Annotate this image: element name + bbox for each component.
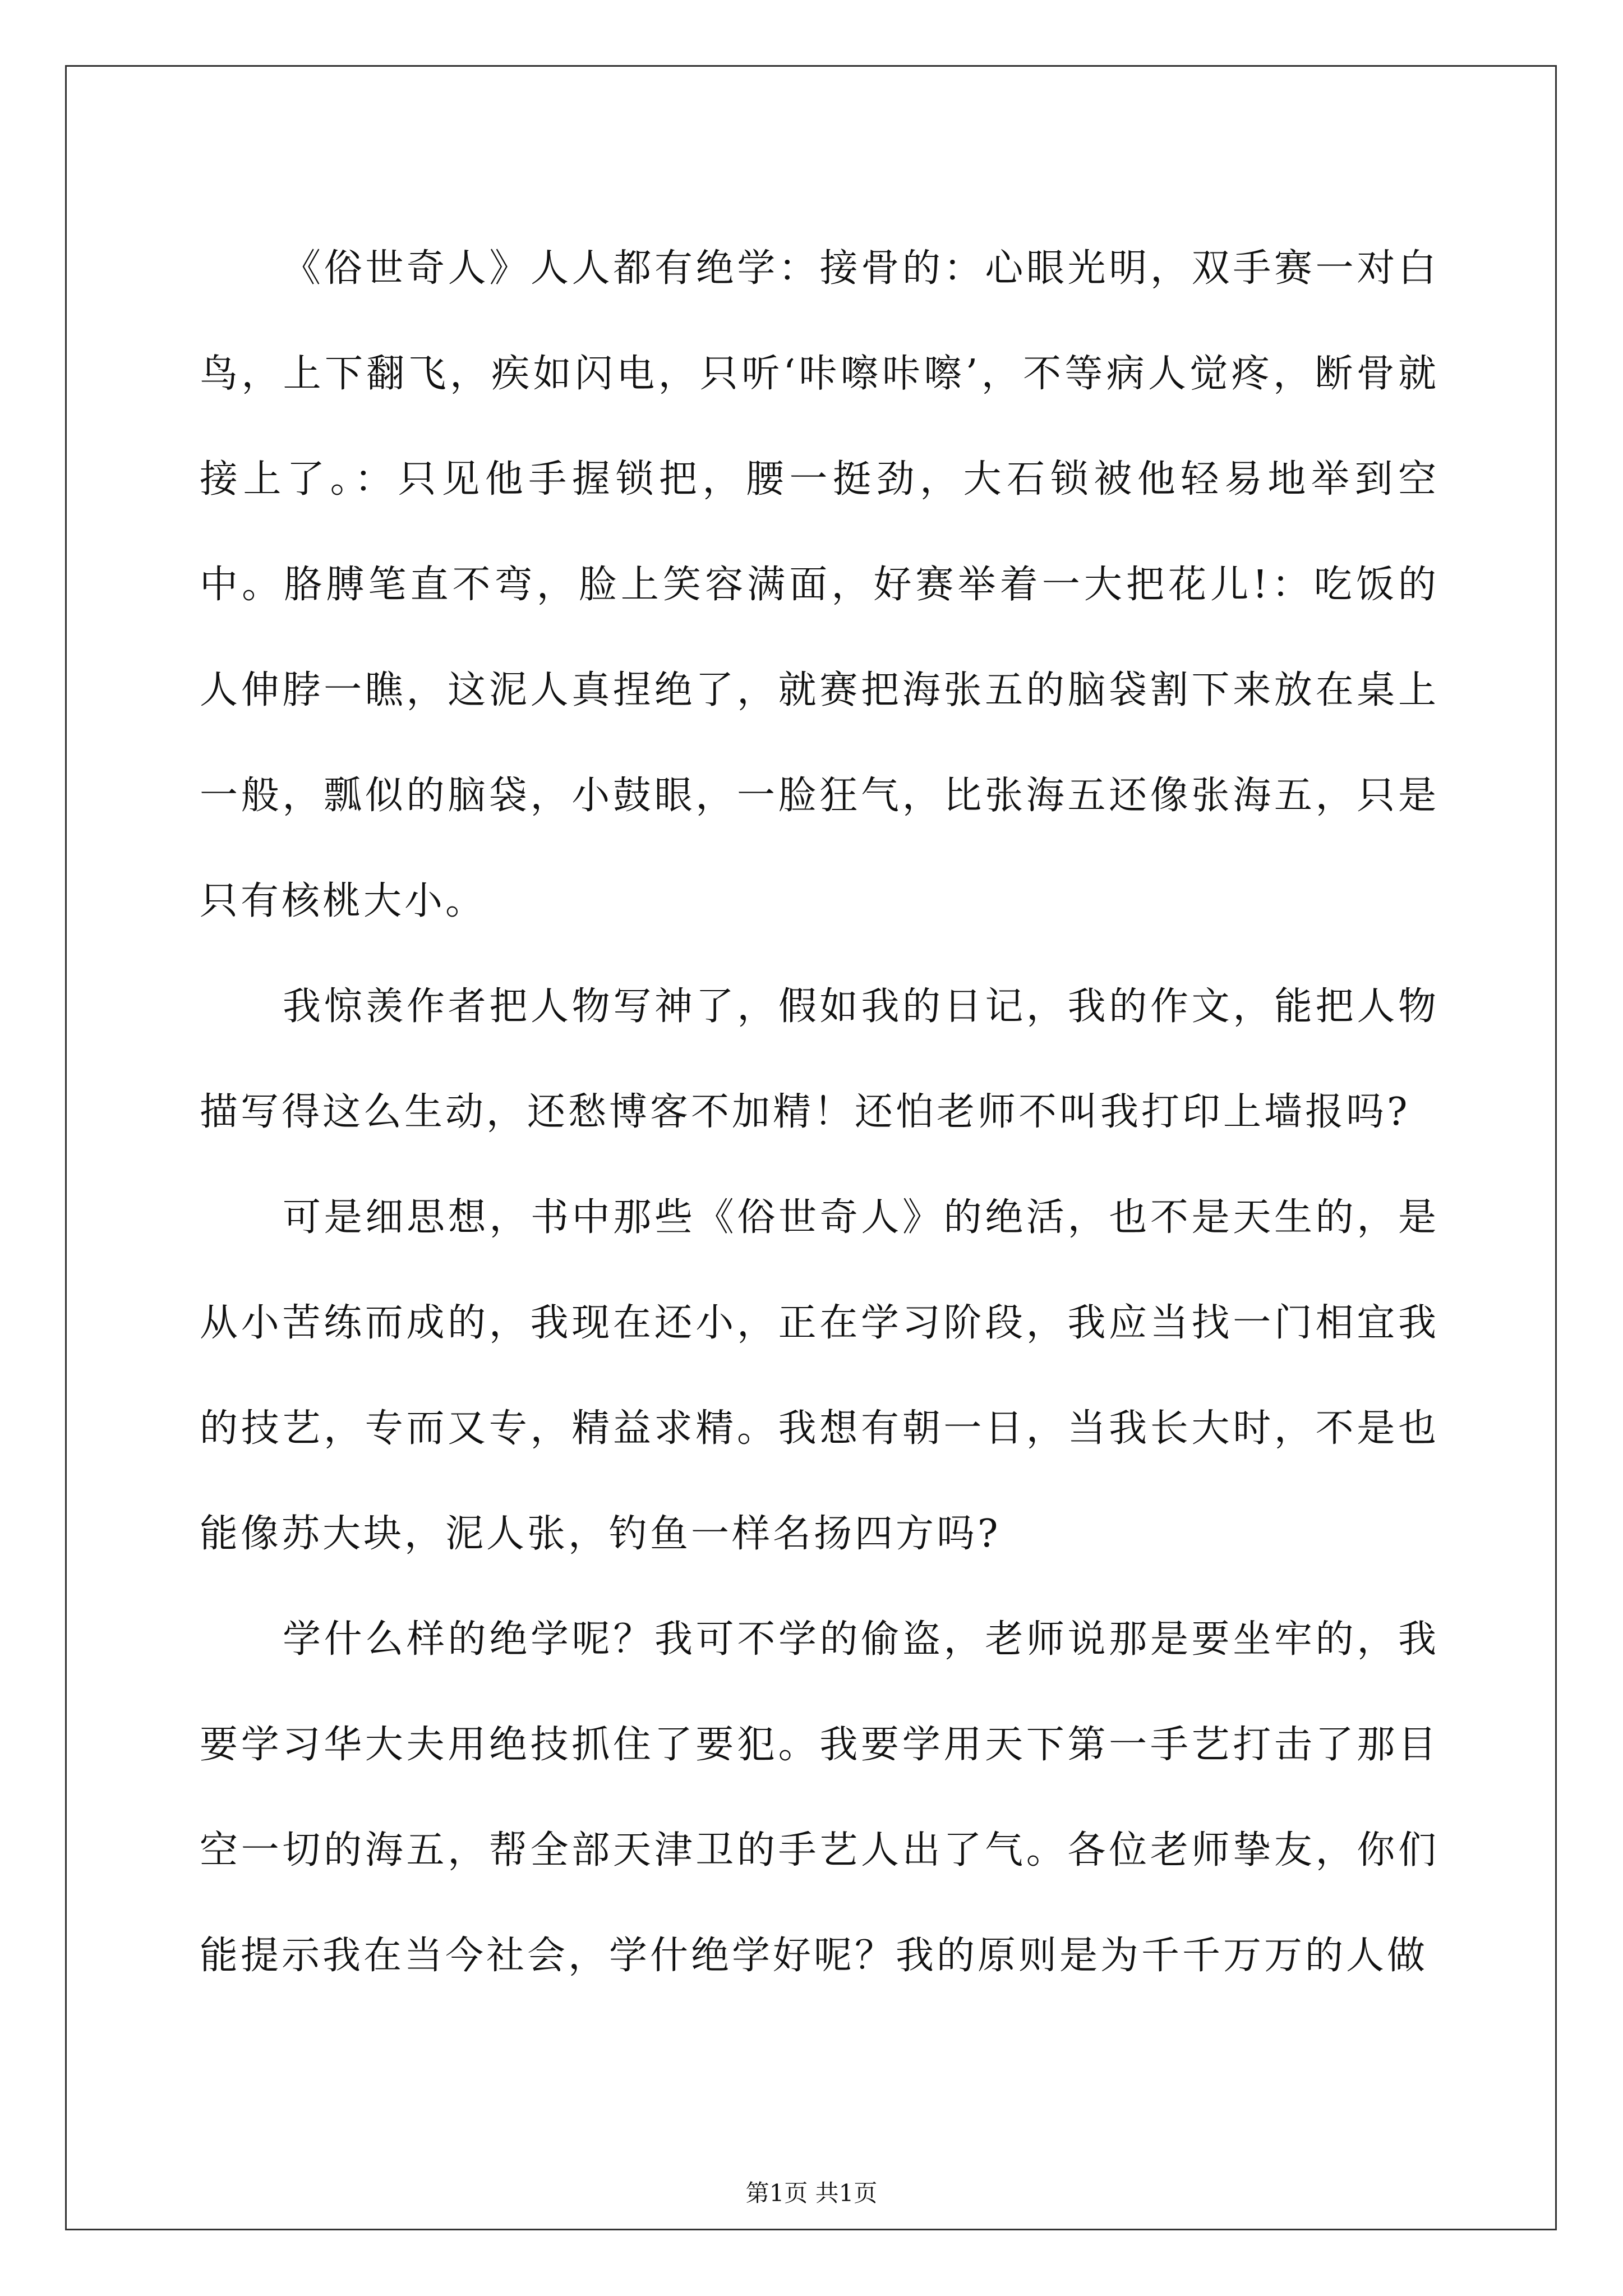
paragraph-3: 可是细思想，书中那些《俗世奇人》的绝活，也不是天生的，是从小苦练而成的，我现在还小，正在学习阶段，我应当找一门相宜我的技艺，专而又专，精益求精。我想有朝一日，当我长大时，不是也能像苏大块，泥人张，钓鱼一样名扬四方吗? [200,1195,1439,1556]
paragraph-4: 学什么样的绝学呢？我可不学的偷盗，老师说那是要坐牢的，我要学习华大夫用绝技抓住了要犯。我要学用天下第一手艺打击了那目空一切的海五，帮全部天津卫的手艺人出了气。各位老师挚友，你们能提示我在当今社会，学什绝学好呢？我的原则是为千千万万的人做 [200,1617,1439,1978]
paragraph-1: 《俗世奇人》人人都有绝学：接骨的：心眼光明，双手赛一对白鸟，上下翻飞，疾如闪电，只听‘咔嚓咔嚓’，不等病人觉疼，断骨就接上了。：只见他手握锁把，腰一挺劲，大石锁被他轻易地举到空中。胳膊笔直不弯，脸上笑容满面，好赛举着一大把花儿!：吃饭的人伸脖一瞧，这泥人真捏绝了，就赛把海张五的脑袋割下来放在桌上一般，瓢似的脑袋，小鼓眼，一脸狂气，比张海五还像张海五，只是只有核桃大小。 [200,246,1439,923]
paragraph-2: 我惊羡作者把人物写神了，假如我的日记，我的作文，能把人物描写得这么生动，还愁博客不加精！还怕老师不叫我打印上墙报吗? [200,984,1439,1134]
page-number-footer: 第1页 共1页 [745,2179,878,2207]
document-body [200,216,1439,2009]
